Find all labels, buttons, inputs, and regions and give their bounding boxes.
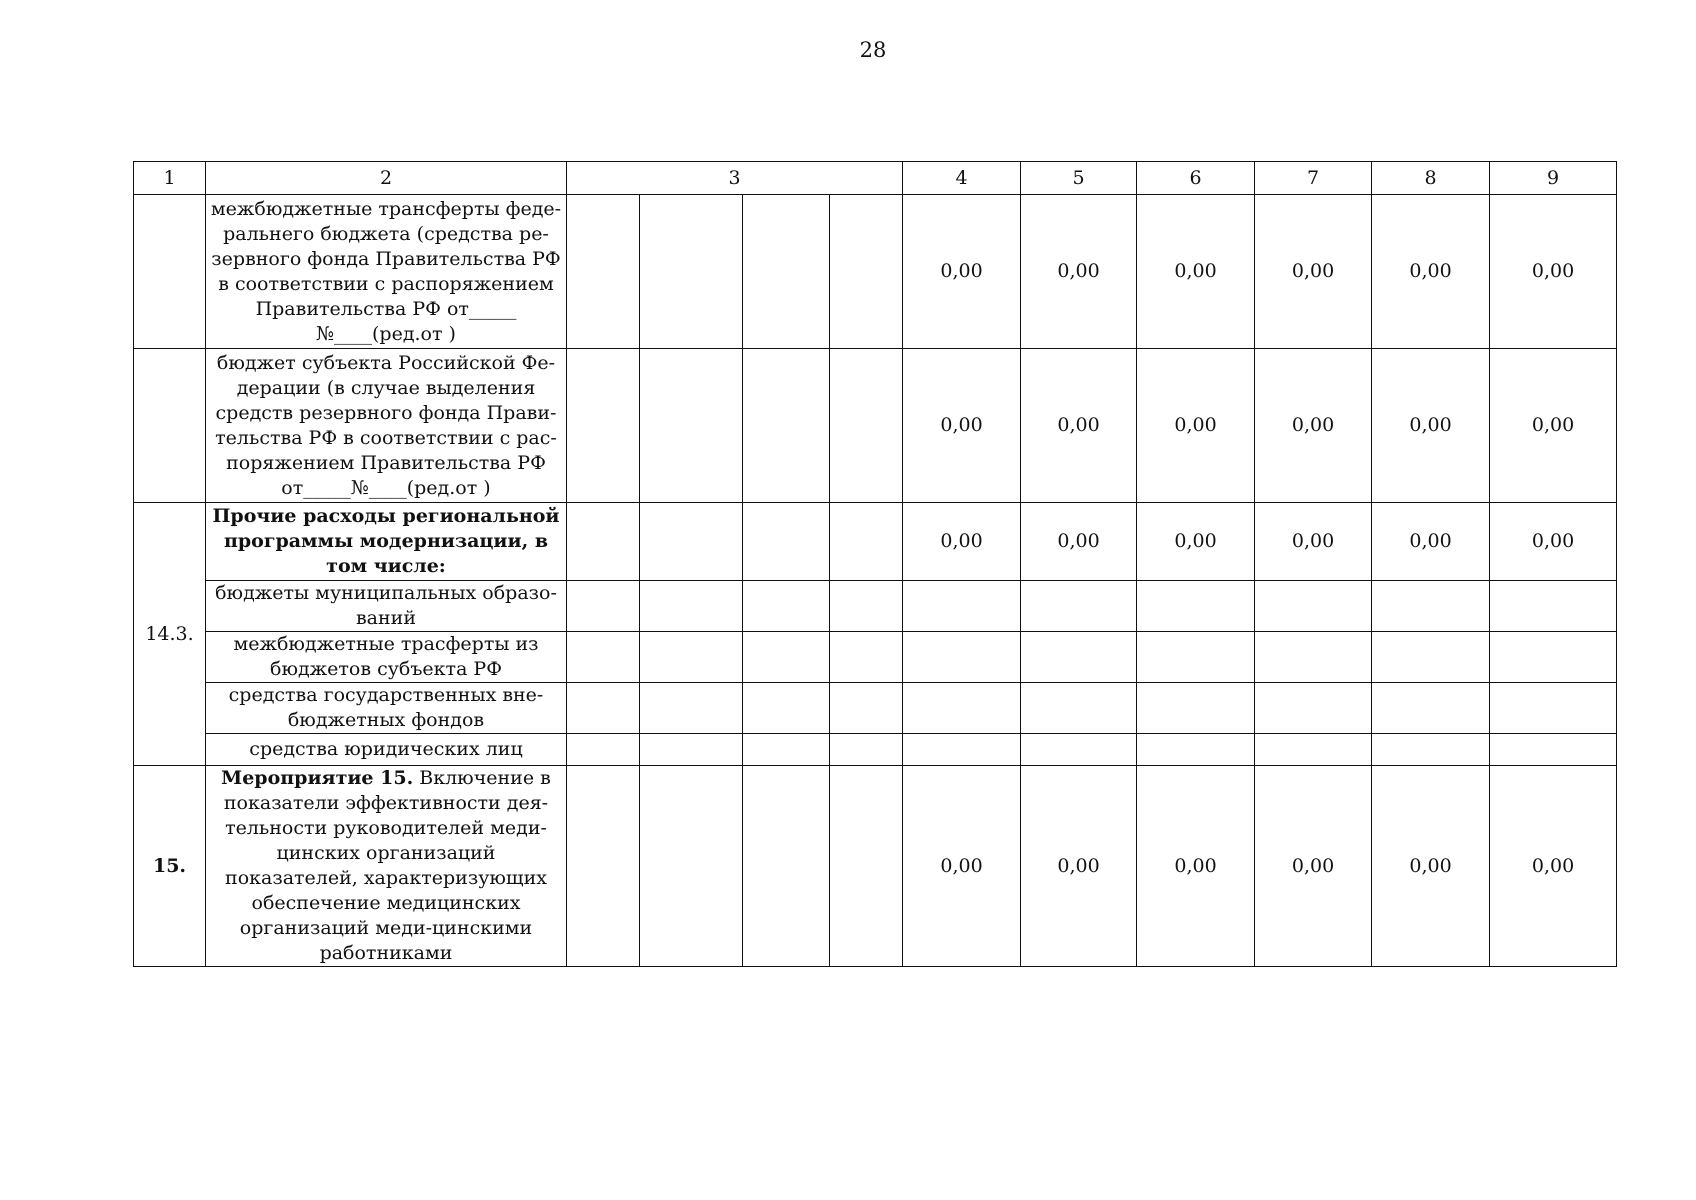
empty-cell (743, 683, 830, 734)
empty-cell (1021, 581, 1137, 632)
value-cell: 0,00 (1255, 503, 1372, 581)
value-cell: 0,00 (1021, 503, 1137, 581)
empty-cell (640, 766, 743, 967)
value-cell: 0,00 (1255, 766, 1372, 967)
value-cell: 0,00 (903, 349, 1021, 503)
value-cell: 0,00 (1137, 766, 1255, 967)
empty-cell (830, 766, 903, 967)
empty-cell (640, 503, 743, 581)
empty-cell (1137, 632, 1255, 683)
empty-cell (1490, 632, 1617, 683)
value-cell: 0,00 (1255, 349, 1372, 503)
header-cell: 9 (1490, 162, 1617, 195)
value-cell: 0,00 (1021, 349, 1137, 503)
empty-cell (743, 349, 830, 503)
header-cell: 5 (1021, 162, 1137, 195)
empty-cell (903, 581, 1021, 632)
empty-cell (1490, 734, 1617, 766)
value-cell: 0,00 (903, 766, 1021, 967)
empty-cell (1372, 734, 1490, 766)
row-number-cell (134, 349, 206, 503)
empty-cell (1372, 581, 1490, 632)
empty-cell (567, 503, 640, 581)
empty-cell (1255, 683, 1372, 734)
header-cell: 3 (567, 162, 903, 195)
empty-cell (1255, 632, 1372, 683)
row-description-text: Включение в показатели эффективности дея-тельности руководителей меди-цинских организаций показателей, характеризующих обеспечение медицинских организаций меди-цинскими работниками (223, 767, 551, 964)
empty-cell (567, 195, 640, 349)
empty-cell (830, 349, 903, 503)
empty-cell (743, 503, 830, 581)
header-cell: 8 (1372, 162, 1490, 195)
empty-cell (830, 503, 903, 581)
value-cell: 0,00 (1490, 195, 1617, 349)
table-row (134, 349, 1617, 503)
empty-cell (830, 581, 903, 632)
row-description-bold: Мероприятие 15. (221, 767, 414, 789)
empty-cell (903, 632, 1021, 683)
table-row (134, 581, 1617, 632)
empty-cell (567, 581, 640, 632)
empty-cell (640, 195, 743, 349)
empty-cell (1021, 734, 1137, 766)
row-number-cell: 15. (134, 766, 206, 967)
empty-cell (743, 766, 830, 967)
empty-cell (1372, 683, 1490, 734)
empty-cell (1137, 683, 1255, 734)
table-header-row (134, 162, 1617, 195)
value-cell: 0,00 (903, 503, 1021, 581)
empty-cell (830, 195, 903, 349)
value-cell: 0,00 (1137, 503, 1255, 581)
empty-cell (743, 581, 830, 632)
row-description: межбюджетные трасферты из бюджетов субъекта РФ (206, 632, 567, 683)
row-number-cell (134, 195, 206, 349)
header-cell: 4 (903, 162, 1021, 195)
empty-cell (1490, 581, 1617, 632)
value-cell: 0,00 (903, 195, 1021, 349)
empty-cell (1137, 581, 1255, 632)
value-cell: 0,00 (1372, 195, 1490, 349)
table-row (134, 632, 1617, 683)
empty-cell (1137, 734, 1255, 766)
empty-cell (1021, 632, 1137, 683)
row-number-cell: 14.3. (134, 503, 206, 766)
empty-cell (567, 683, 640, 734)
value-cell: 0,00 (1137, 195, 1255, 349)
empty-cell (1372, 632, 1490, 683)
empty-cell (903, 734, 1021, 766)
empty-cell (640, 632, 743, 683)
empty-cell (743, 632, 830, 683)
table-row (134, 766, 1617, 967)
header-cell: 2 (206, 162, 567, 195)
empty-cell (1021, 683, 1137, 734)
value-cell: 0,00 (1255, 195, 1372, 349)
empty-cell (830, 683, 903, 734)
empty-cell (830, 734, 903, 766)
empty-cell (640, 349, 743, 503)
row-description: средства юридических лиц (206, 734, 567, 766)
empty-cell (903, 683, 1021, 734)
table-row (134, 195, 1617, 349)
empty-cell (1490, 683, 1617, 734)
row-description: межбюджетные трансферты феде-ральнего бюджета (средства ре-зервного фонда Правительства РФ в соответствии с распоряжением Правительства РФ от_____ №____(ред.от ) (206, 195, 567, 349)
value-cell: 0,00 (1490, 349, 1617, 503)
table-row (134, 503, 1617, 581)
row-description: средства государственных вне-бюджетных фондов (206, 683, 567, 734)
value-cell: 0,00 (1372, 766, 1490, 967)
empty-cell (1255, 581, 1372, 632)
value-cell: 0,00 (1137, 349, 1255, 503)
empty-cell (830, 632, 903, 683)
row-description: бюджеты муниципальных образо-ваний (206, 581, 567, 632)
table-row (134, 734, 1617, 766)
page-number: 28 (859, 38, 887, 62)
header-cell: 7 (1255, 162, 1372, 195)
row-description: Прочие расходы региональной программы модернизации, в том числе: (206, 503, 567, 581)
value-cell: 0,00 (1490, 503, 1617, 581)
empty-cell (567, 734, 640, 766)
table-row (134, 683, 1617, 734)
budget-table (133, 161, 1617, 967)
empty-cell (743, 734, 830, 766)
row-description (206, 766, 567, 967)
header-cell: 6 (1137, 162, 1255, 195)
empty-cell (567, 632, 640, 683)
row-description: бюджет субъекта Российской Фе-дерации (в случае выделения средств резервного фонда Прави-тельства РФ в соответствии с рас-поряжением Правительства РФ от_____№____(ред.от ) (206, 349, 567, 503)
value-cell: 0,00 (1490, 766, 1617, 967)
empty-cell (567, 349, 640, 503)
value-cell: 0,00 (1021, 195, 1137, 349)
empty-cell (567, 766, 640, 967)
value-cell: 0,00 (1372, 349, 1490, 503)
empty-cell (1255, 734, 1372, 766)
empty-cell (743, 195, 830, 349)
header-cell: 1 (134, 162, 206, 195)
value-cell: 0,00 (1372, 503, 1490, 581)
empty-cell (640, 581, 743, 632)
empty-cell (640, 683, 743, 734)
value-cell: 0,00 (1021, 766, 1137, 967)
empty-cell (640, 734, 743, 766)
